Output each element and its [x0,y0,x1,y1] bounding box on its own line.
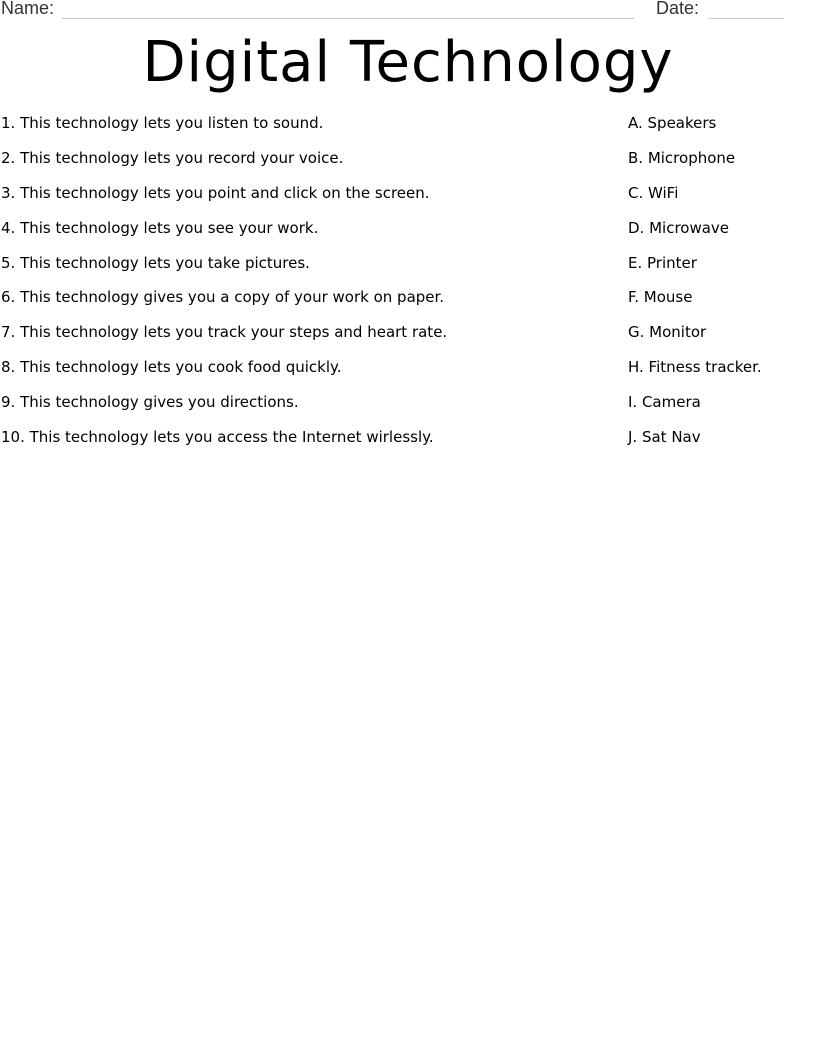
clue-item: 2. This technology lets you record your voice. [1,148,344,167]
clue-item: 9. This technology gives you directions. [1,393,299,412]
name-blank-line [62,18,634,19]
clue-item: 3. This technology lets you point and click on the screen. [1,183,430,202]
answer-item: I. Camera [628,393,701,412]
answer-item: E. Printer [628,253,697,272]
date-blank-line [708,18,784,19]
name-label: Name: [1,0,55,18]
clue-item: 1. This technology lets you listen to sound. [1,114,324,132]
answer-item: F. Mouse [628,288,693,307]
answer-item: D. Microwave [628,218,730,237]
worksheet-header [0,0,816,24]
clue-item: 5. This technology lets you take pictures. [1,253,310,272]
answer-list [628,112,814,461]
worksheet-title: Digital Technology [142,30,674,95]
answer-item: J. Sat Nav [628,428,701,447]
answer-item: H. Fitness tracker. [628,358,762,377]
answer-item: C. WiFi [628,183,679,202]
clue-list [1,112,601,461]
answer-item: A. Speakers [628,114,717,132]
clue-item: 6. This technology gives you a copy of your work on paper. [1,288,445,307]
clue-item: 4. This technology lets you see your work. [1,218,319,237]
clue-item: 8. This technology lets you cook food quickly. [1,358,342,377]
answer-item: G. Monitor [628,323,707,342]
clue-item: 10. This technology lets you access the Internet wirlessly. [1,428,434,447]
date-label: Date: [656,0,700,18]
clue-item: 7. This technology lets you track your steps and heart rate. [1,323,448,342]
answer-item: B. Microphone [628,148,736,167]
